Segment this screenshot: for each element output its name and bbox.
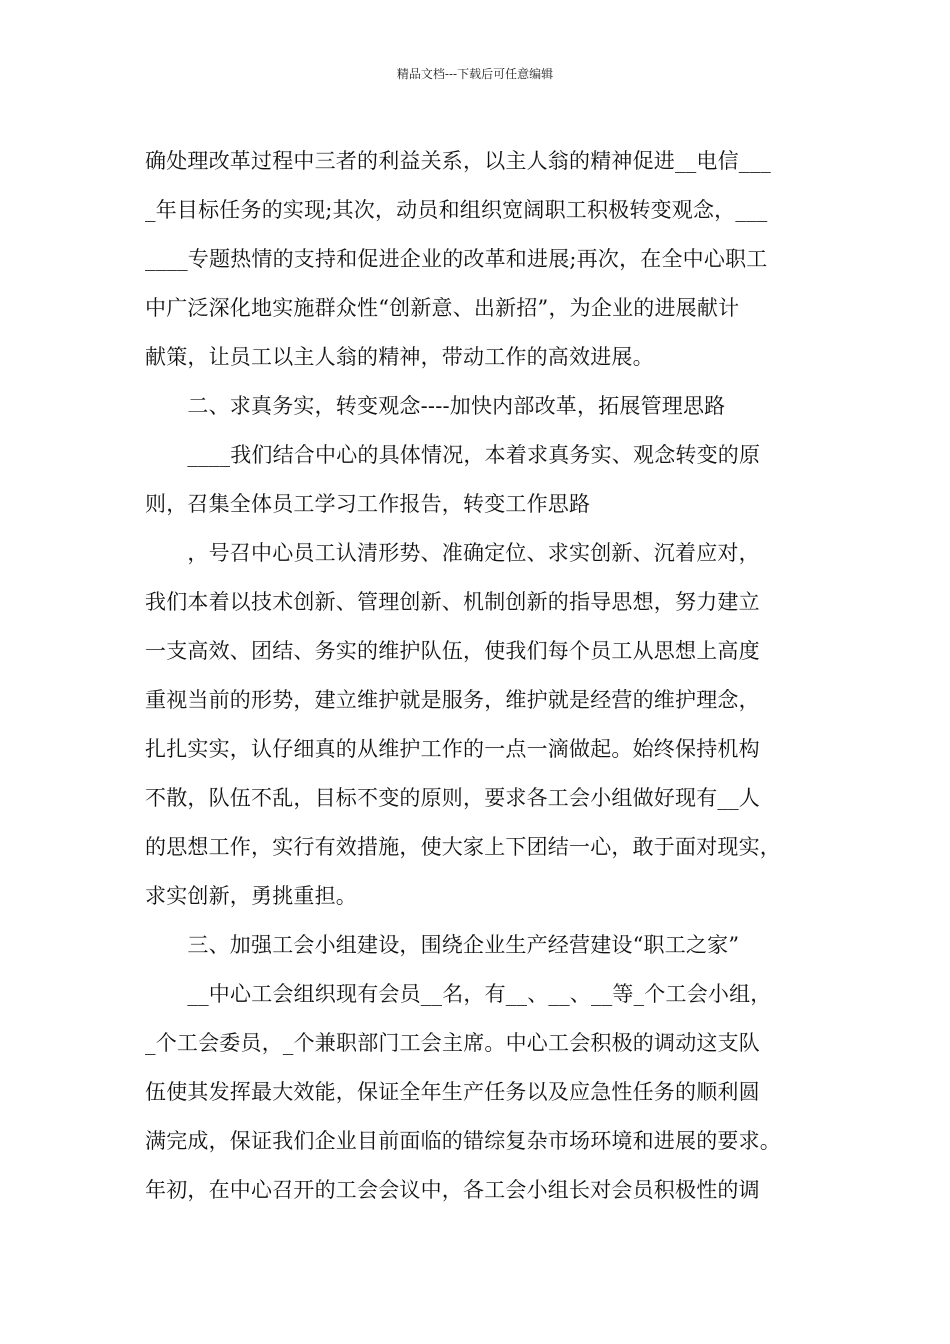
section-heading-2: 二、求真务实，转变观念----加快内部改革，拓展管理思路 <box>145 394 726 418</box>
body-line: ____专题热情的支持和促进企业的改革和进展;再次，在全中心职工 <box>145 247 768 271</box>
document-body <box>145 137 825 1215</box>
body-line: 不散，队伍不乱，目标不变的原则，要求各工会小组做好现有__人 <box>145 786 760 810</box>
body-line: 的思想工作，实行有效措施，使大家上下团结一心，敢于面对现实， <box>145 835 781 859</box>
body-line: 确处理改革过程中三者的利益关系，以主人翁的精神促进__电信___ <box>145 149 771 173</box>
body-line: 我们本着以技术创新、管理创新、机制创新的指导思想，努力建立 <box>145 590 760 614</box>
body-line: __中心工会组织现有会员__名，有__、__、__等_个工会小组， <box>145 982 772 1006</box>
body-line: 中广泛深化地实施群众性“创新意、出新招”，为企业的进展献计 <box>145 296 740 320</box>
body-line: 献策，让员工以主人翁的精神，带动工作的高效进展。 <box>145 345 654 369</box>
body-line: ，号召中心员工认清形势、准确定位、求实创新、沉着应对， <box>145 541 760 565</box>
body-line: 则，召集全体员工学习工作报告，转变工作思路 <box>145 492 591 516</box>
body-line: 伍使其发挥最大效能，保证全年生产任务以及应急性任务的顺利圆 <box>145 1080 760 1104</box>
body-line: 重视当前的形势，建立维护就是服务，维护就是经营的维护理念， <box>145 688 760 712</box>
page-header: 精品文档---下载后可任意编辑 <box>396 67 554 81</box>
body-line: _年目标任务的实现;其次，动员和组织宽阔职工积极转变观念，___ <box>145 198 768 222</box>
body-line: ____我们结合中心的具体情况，本着求真务实、观念转变的原 <box>145 443 761 467</box>
body-line: 扎扎实实，认仔细真的从维护工作的一点一滴做起。始终保持机构 <box>145 737 760 761</box>
body-line: 求实创新，勇挑重担。 <box>145 884 357 908</box>
body-line: _个工会委员，_个兼职部门工会主席。中心工会积极的调动这支队 <box>145 1031 760 1055</box>
section-heading-3: 三、加强工会小组建设，围绕企业生产经营建设“职工之家” <box>145 933 740 957</box>
body-line: 满完成，保证我们企业目前面临的错综复杂市场环境和进展的要求。 <box>145 1129 781 1153</box>
body-line: 年初，在中心召开的工会会议中，各工会小组长对会员积极性的调 <box>145 1178 760 1202</box>
body-line: 一支高效、团结、务实的维护队伍，使我们每个员工从思想上高度 <box>145 639 760 663</box>
